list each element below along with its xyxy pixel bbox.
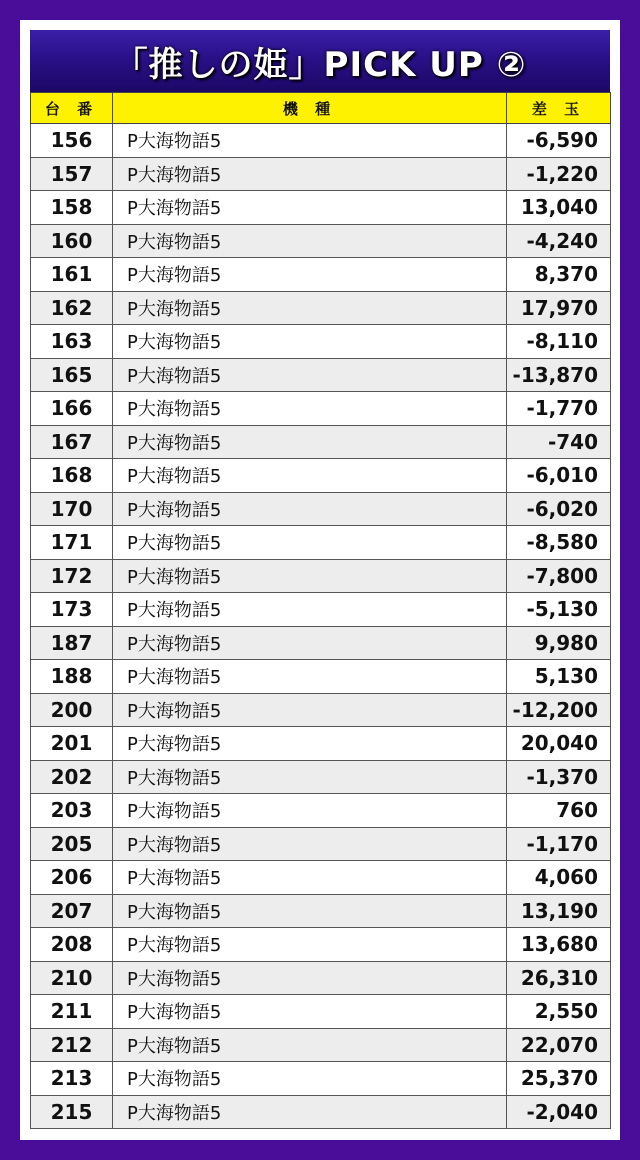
table-row	[31, 392, 611, 426]
machine-number-cell: 206	[31, 861, 113, 895]
machine-number-cell: 187	[31, 626, 113, 660]
ball-difference-cell: -8,580	[507, 526, 611, 560]
table-row	[31, 1062, 611, 1096]
table-row	[31, 626, 611, 660]
model-cell: P大海物語5	[113, 258, 507, 292]
model-cell: P大海物語5	[113, 191, 507, 225]
model-cell: P大海物語5	[113, 794, 507, 828]
ball-difference-cell: 22,070	[507, 1028, 611, 1062]
table-row	[31, 727, 611, 761]
table-row	[31, 291, 611, 325]
model-cell: P大海物語5	[113, 392, 507, 426]
ball-difference-cell: 13,190	[507, 894, 611, 928]
ball-difference-cell: 25,370	[507, 1062, 611, 1096]
ball-difference-cell: -4,240	[507, 224, 611, 258]
table-row	[31, 425, 611, 459]
ball-difference-cell: -8,110	[507, 325, 611, 359]
column-header-model: 機 種	[113, 93, 507, 124]
table-header-row	[31, 93, 611, 124]
machine-number-cell: 163	[31, 325, 113, 359]
table-row	[31, 794, 611, 828]
model-cell: P大海物語5	[113, 1062, 507, 1096]
table-row	[31, 124, 611, 158]
model-cell: P大海物語5	[113, 760, 507, 794]
ball-difference-cell: 4,060	[507, 861, 611, 895]
model-cell: P大海物語5	[113, 124, 507, 158]
ball-difference-cell: 20,040	[507, 727, 611, 761]
model-cell: P大海物語5	[113, 358, 507, 392]
machine-number-cell: 161	[31, 258, 113, 292]
machine-number-cell: 215	[31, 1095, 113, 1129]
ball-difference-cell: -1,220	[507, 157, 611, 191]
machine-number-cell: 203	[31, 794, 113, 828]
machine-number-cell: 172	[31, 559, 113, 593]
machine-number-cell: 156	[31, 124, 113, 158]
machine-number-cell: 160	[31, 224, 113, 258]
model-cell: P大海物語5	[113, 995, 507, 1029]
machine-number-cell: 211	[31, 995, 113, 1029]
machine-number-cell: 168	[31, 459, 113, 493]
ball-difference-cell: -740	[507, 425, 611, 459]
machine-number-cell: 210	[31, 961, 113, 995]
table-row	[31, 325, 611, 359]
model-cell: P大海物語5	[113, 425, 507, 459]
ball-difference-cell: 13,680	[507, 928, 611, 962]
machine-number-cell: 208	[31, 928, 113, 962]
table-row	[31, 459, 611, 493]
model-cell: P大海物語5	[113, 928, 507, 962]
table-row	[31, 157, 611, 191]
machine-number-cell: 202	[31, 760, 113, 794]
model-cell: P大海物語5	[113, 291, 507, 325]
machine-number-cell: 207	[31, 894, 113, 928]
table-row	[31, 526, 611, 560]
ball-difference-cell: 17,970	[507, 291, 611, 325]
table-row	[31, 258, 611, 292]
machine-number-cell: 170	[31, 492, 113, 526]
model-cell: P大海物語5	[113, 559, 507, 593]
model-cell: P大海物語5	[113, 827, 507, 861]
model-cell: P大海物語5	[113, 693, 507, 727]
machine-number-cell: 166	[31, 392, 113, 426]
machine-number-cell: 158	[31, 191, 113, 225]
table-row	[31, 961, 611, 995]
machine-number-cell: 157	[31, 157, 113, 191]
model-cell: P大海物語5	[113, 961, 507, 995]
machine-number-cell: 213	[31, 1062, 113, 1096]
model-cell: P大海物語5	[113, 626, 507, 660]
table-row	[31, 492, 611, 526]
ball-difference-cell: -7,800	[507, 559, 611, 593]
machine-number-cell: 188	[31, 660, 113, 694]
ball-difference-cell: 26,310	[507, 961, 611, 995]
model-cell: P大海物語5	[113, 526, 507, 560]
ball-difference-cell: -12,200	[507, 693, 611, 727]
table-row	[31, 358, 611, 392]
machine-number-cell: 173	[31, 593, 113, 627]
ball-difference-cell: -5,130	[507, 593, 611, 627]
model-cell: P大海物語5	[113, 325, 507, 359]
machine-number-cell: 201	[31, 727, 113, 761]
machine-number-cell: 165	[31, 358, 113, 392]
model-cell: P大海物語5	[113, 593, 507, 627]
ball-difference-cell: -6,590	[507, 124, 611, 158]
machine-number-cell: 171	[31, 526, 113, 560]
table-row	[31, 827, 611, 861]
model-cell: P大海物語5	[113, 660, 507, 694]
table-row	[31, 693, 611, 727]
ball-difference-cell: -6,020	[507, 492, 611, 526]
model-cell: P大海物語5	[113, 1028, 507, 1062]
ball-difference-cell: 13,040	[507, 191, 611, 225]
table-row	[31, 928, 611, 962]
table-row	[31, 593, 611, 627]
column-header-machine-number: 台 番	[31, 93, 113, 124]
ball-difference-cell: 8,370	[507, 258, 611, 292]
table-row	[31, 894, 611, 928]
ball-difference-cell: -13,870	[507, 358, 611, 392]
ball-difference-cell: -2,040	[507, 1095, 611, 1129]
model-cell: P大海物語5	[113, 727, 507, 761]
table-row	[31, 995, 611, 1029]
table-row	[31, 224, 611, 258]
table-row	[31, 1028, 611, 1062]
table-row	[31, 861, 611, 895]
table-row	[31, 191, 611, 225]
table-row	[31, 559, 611, 593]
ball-difference-cell: 9,980	[507, 626, 611, 660]
machine-number-cell: 167	[31, 425, 113, 459]
machine-number-cell: 162	[31, 291, 113, 325]
model-cell: P大海物語5	[113, 157, 507, 191]
model-cell: P大海物語5	[113, 861, 507, 895]
ball-difference-cell: -6,010	[507, 459, 611, 493]
ball-difference-cell: -1,770	[507, 392, 611, 426]
table-row	[31, 660, 611, 694]
content-frame	[20, 20, 620, 1140]
column-header-ball-difference: 差 玉	[507, 93, 611, 124]
model-cell: P大海物語5	[113, 224, 507, 258]
ball-difference-cell: -1,370	[507, 760, 611, 794]
results-table	[30, 92, 611, 1129]
model-cell: P大海物語5	[113, 492, 507, 526]
ball-difference-cell: 760	[507, 794, 611, 828]
table-body	[31, 124, 611, 1129]
table-row	[31, 760, 611, 794]
model-cell: P大海物語5	[113, 459, 507, 493]
ball-difference-cell: -1,170	[507, 827, 611, 861]
machine-number-cell: 200	[31, 693, 113, 727]
model-cell: P大海物語5	[113, 1095, 507, 1129]
title-banner	[30, 30, 610, 92]
machine-number-cell: 205	[31, 827, 113, 861]
page-title: 「推しの姫」PICK UP ②	[113, 44, 527, 85]
table-row	[31, 1095, 611, 1129]
model-cell: P大海物語5	[113, 894, 507, 928]
ball-difference-cell: 5,130	[507, 660, 611, 694]
machine-number-cell: 212	[31, 1028, 113, 1062]
ball-difference-cell: 2,550	[507, 995, 611, 1029]
